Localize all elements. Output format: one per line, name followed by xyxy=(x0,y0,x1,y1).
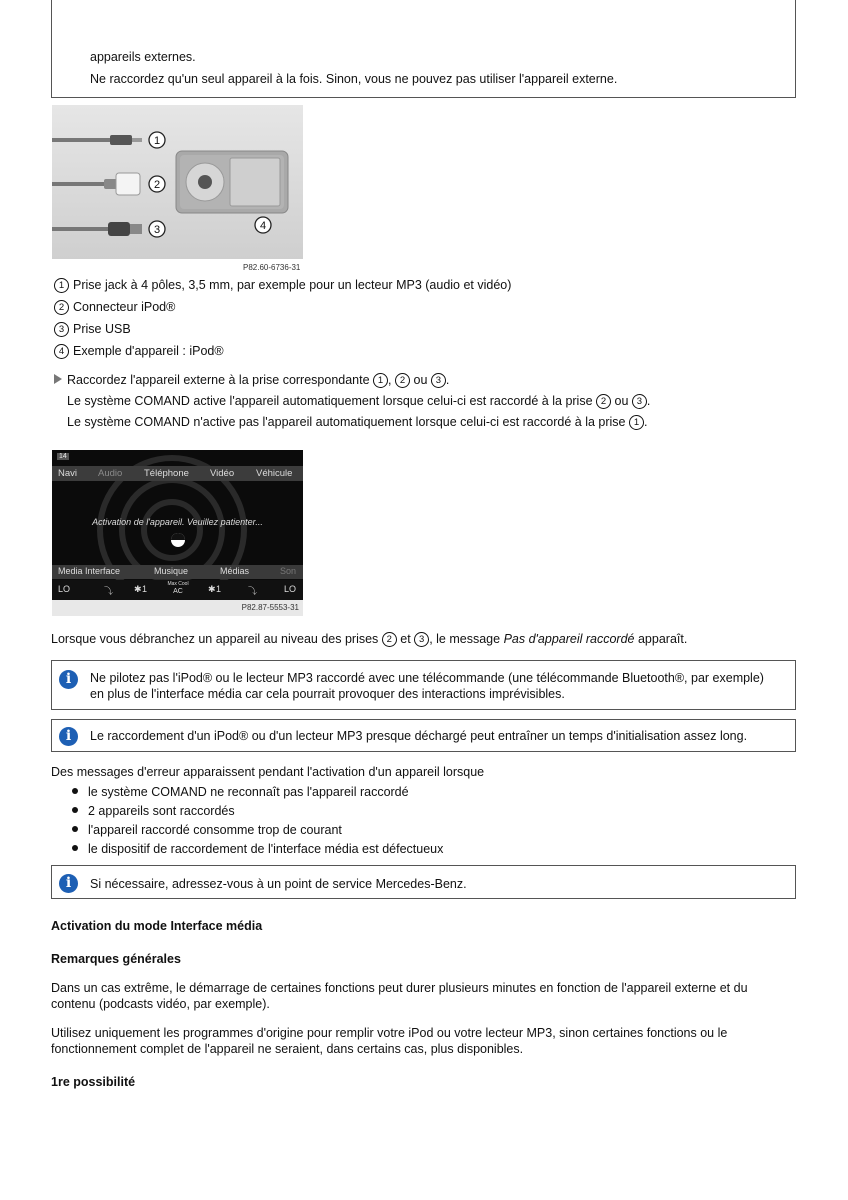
ref-3-badge: 3 xyxy=(431,373,446,388)
callout-3-badge: 3 xyxy=(54,322,69,337)
bullet-icon xyxy=(72,845,78,851)
info-box-remote-text xyxy=(90,670,764,702)
note-line-1: appareils externes. xyxy=(90,50,196,64)
disconnect-text-a: Lorsque vous débranchez un appareil au niveau des prises xyxy=(51,632,379,646)
climate-left-fan: 1 xyxy=(142,584,148,594)
ref-3c-badge: 3 xyxy=(414,632,429,647)
screen-menu-bar xyxy=(52,466,303,481)
info-box-remote xyxy=(51,660,796,710)
ref-3b-badge: 3 xyxy=(632,394,647,409)
step-text: Raccordez l'appareil externe à la prise correspondante xyxy=(67,373,370,387)
ref-2-badge: 2 xyxy=(395,373,410,388)
line2-sep: ou xyxy=(614,394,629,408)
disconnect-message-name: Pas d'appareil raccordé xyxy=(503,632,635,646)
error-item-3 xyxy=(72,823,342,837)
screen-message: Activation de l'appareil. Veuillez patienter... xyxy=(92,517,263,527)
airflow-right-icon: ⤵ xyxy=(248,586,258,596)
screen-submenu-bar xyxy=(52,565,303,579)
info3-line-1: Si nécessaire, adressez-vous à un point de service Mercedes-Benz. xyxy=(90,877,467,891)
ref-2c-badge: 2 xyxy=(382,632,397,647)
disconnect-sep: et xyxy=(400,632,411,646)
info-box-battery xyxy=(51,719,796,752)
legend-item-2 xyxy=(54,300,175,315)
error-item-2 xyxy=(72,804,235,818)
errors-intro: Des messages d'erreur apparaissent pendant l'activation d'un appareil lorsque xyxy=(51,765,485,779)
paragraph-extreme-case xyxy=(51,980,748,1012)
submenu-son[interactable]: Son xyxy=(280,566,297,576)
error-item-1 xyxy=(72,785,409,799)
step-sep-2: ou xyxy=(413,373,428,387)
error-item-text: l'appareil raccordé consomme trop de courant xyxy=(88,823,342,837)
callout-1-badge: 1 xyxy=(54,278,69,293)
submenu-media-interface[interactable]: Media Interface xyxy=(58,566,121,576)
legend-text-2: Connecteur iPod® xyxy=(73,300,176,314)
menu-telephone[interactable]: Téléphone xyxy=(144,468,189,479)
climate-right-fan: 1 xyxy=(216,584,222,594)
legend-text-1: Prise jack à 4 pôles, 3,5 mm, par exemple pour un lecteur MP3 (audio et vidéo) xyxy=(73,278,512,292)
callout-3-label: 3 xyxy=(153,224,161,236)
fan-right-icon: ✱ xyxy=(208,584,216,594)
disconnect-text-c: apparaît. xyxy=(637,632,688,646)
legend-text-3: Prise USB xyxy=(73,322,131,336)
loading-icon xyxy=(168,530,188,550)
jack-plug xyxy=(110,135,132,145)
note-box-continuation xyxy=(51,0,796,98)
usb-plug xyxy=(108,222,130,236)
note-line-2: Ne raccordez qu'un seul appareil à la fois. Sinon, vous ne pouvez pas utiliser l'appareil externe. xyxy=(90,72,618,86)
menu-navi[interactable]: Navi xyxy=(58,468,78,479)
ipod-connector xyxy=(116,173,140,195)
info1-line-1: Ne pilotez pas l'iPod® ou le lecteur MP3 raccordé avec une télécommande (une télécommande Bluetooth®, par exemple) xyxy=(90,671,764,685)
callout-4-label: 4 xyxy=(259,220,267,232)
ref-1b-badge: 1 xyxy=(629,415,644,430)
ref-1-badge: 1 xyxy=(373,373,388,388)
callout-2-label: 2 xyxy=(153,179,161,191)
line3-end: . xyxy=(643,415,648,429)
para1-line-2: contenu (podcasts vidéo, par exemple). xyxy=(51,997,270,1011)
subsection-heading: Remarques générales xyxy=(51,952,181,966)
connectors-illustration xyxy=(52,105,303,259)
para2-line-1: Utilisez uniquement les programmes d'origine pour remplir votre iPod ou votre lecteur MP3, sinon certaines fonctions ou le xyxy=(51,1026,728,1040)
climate-center-bottom: AC xyxy=(173,588,183,595)
info-box-service xyxy=(51,865,796,899)
instruction-line-3 xyxy=(67,415,647,430)
line3-text: Le système COMAND n'active pas l'appareil automatiquement lorsque celui-ci est raccordé à la prise xyxy=(67,415,626,429)
menu-audio[interactable]: Audio xyxy=(98,468,123,479)
line2-text: Le système COMAND active l'appareil automatiquement lorsque celui-ci est raccordé à la prise xyxy=(67,394,593,408)
legend-item-1 xyxy=(54,278,511,293)
figure2-caption: P82.87-5553-31 xyxy=(241,603,299,612)
menu-vehicule[interactable]: Véhicule xyxy=(256,468,293,479)
legend-text-4: Exemple d'appareil : iPod® xyxy=(73,344,224,358)
bullet-icon xyxy=(72,826,78,832)
instruction-line-2 xyxy=(67,394,650,409)
figure2-caption-bar xyxy=(52,600,303,616)
climate-left-temp: LO xyxy=(58,584,71,594)
option-heading: 1re possibilité xyxy=(51,1075,136,1089)
error-item-4 xyxy=(72,842,443,856)
legend-item-3 xyxy=(54,322,131,337)
bullet-icon xyxy=(72,807,78,813)
para1-line-1: Dans un cas extrême, le démarrage de certaines fonctions peut durer plusieurs minutes en fonction de l'appareil externe et du xyxy=(51,981,748,995)
submenu-musique[interactable]: Musique xyxy=(154,566,189,576)
figure1-caption: P82.60-6736-31 xyxy=(243,263,301,272)
line2-end: . xyxy=(646,394,651,408)
climate-right-temp: LO xyxy=(284,584,297,594)
step-sep-1: , xyxy=(388,373,392,387)
info-icon: i xyxy=(59,727,78,746)
climate-center-top: Max Cool xyxy=(167,581,189,587)
screen-climate-bar xyxy=(52,580,303,600)
screen-corner-badge: 14 xyxy=(59,453,67,460)
step-end: . xyxy=(445,373,450,387)
bullet-icon xyxy=(72,788,78,794)
info-icon: i xyxy=(59,874,78,893)
submenu-medias[interactable]: Médias xyxy=(220,566,250,576)
callout-4-badge: 4 xyxy=(54,344,69,359)
error-item-text: le système COMAND ne reconnaît pas l'appareil raccordé xyxy=(88,785,409,799)
section-heading: Activation du mode Interface média xyxy=(51,919,263,933)
paragraph-original-programs xyxy=(51,1025,727,1057)
error-item-text: le dispositif de raccordement de l'interface média est défectueux xyxy=(88,842,444,856)
ref-2b-badge: 2 xyxy=(596,394,611,409)
callout-1-label: 1 xyxy=(153,135,161,147)
connectors-figure xyxy=(52,105,303,259)
disconnect-text-b: , le message xyxy=(429,632,501,646)
step-arrow-icon xyxy=(54,374,62,384)
instruction-step xyxy=(54,373,449,388)
ipod-screen xyxy=(230,158,280,206)
airflow-left-icon: ⤵ xyxy=(104,586,114,596)
info2-line-1: Le raccordement d'un iPod® ou d'un lecteur MP3 presque déchargé peut entraîner un temps d'initialisation assez long. xyxy=(90,729,748,743)
fan-left-icon: ✱ xyxy=(134,584,142,594)
disconnect-paragraph xyxy=(51,632,687,647)
legend-item-4 xyxy=(54,344,224,359)
comand-screen-figure xyxy=(52,450,303,600)
info1-line-2: en plus de l'interface média car cela pourrait provoquer des interactions imprévisibles. xyxy=(90,687,565,701)
callout-2-badge: 2 xyxy=(54,300,69,315)
menu-video[interactable]: Vidéo xyxy=(210,468,235,479)
info-icon: i xyxy=(59,670,78,689)
error-item-text: 2 appareils sont raccordés xyxy=(88,804,235,818)
para2-line-2: fonctionnement complet de l'appareil ne seraient, dans certains cas, plus disponibles. xyxy=(51,1042,524,1056)
